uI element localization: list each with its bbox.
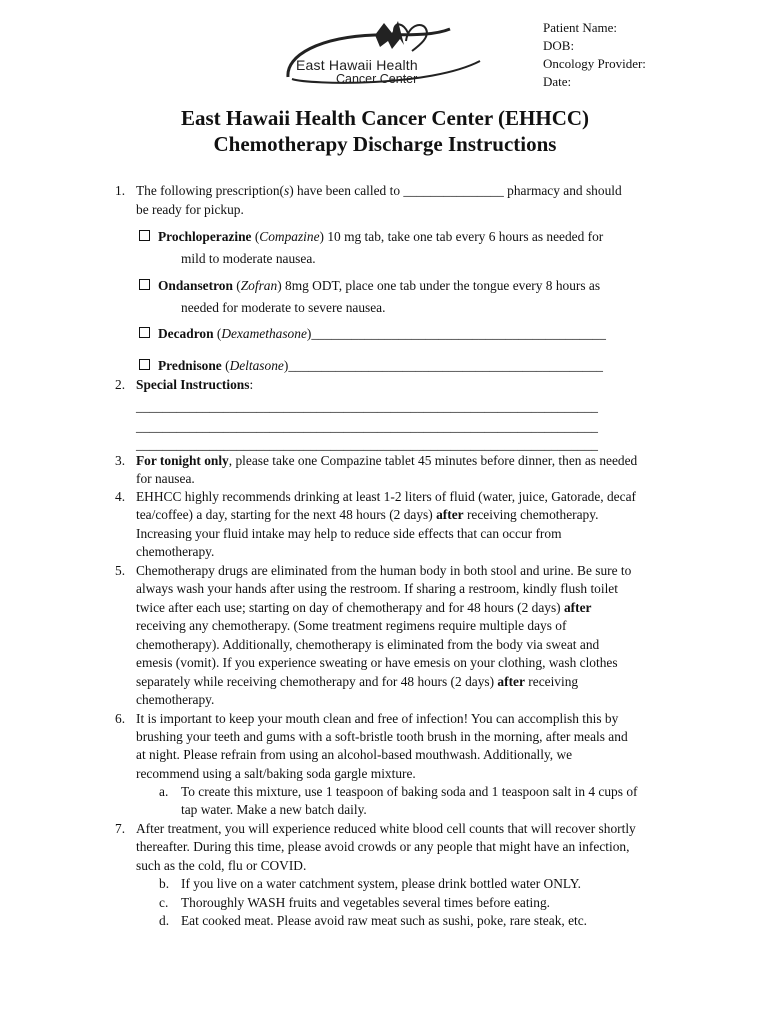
dob-label: DOB: — [543, 38, 575, 53]
item-5-number: 5. — [115, 563, 126, 578]
item-3-line1: For tonight only, please take one Compazine tablet 45 minutes before dinner, then as needed — [136, 453, 638, 468]
special-instructions-heading: Special Instructions: — [136, 377, 254, 392]
item-4-number: 4. — [115, 489, 126, 504]
special-instructions-blank-3[interactable]: _____________________________________________________________________ — [136, 437, 598, 452]
special-instructions-blank-1[interactable]: _____________________________________________________________________ — [136, 399, 598, 414]
item-6-number: 6. — [115, 711, 126, 726]
item-5-line8: chemotherapy. — [136, 692, 215, 707]
item-6-line3: at night. Please refrain from using an alcohol-based mouthwash. Additionally, we — [136, 747, 573, 762]
patient-info — [543, 19, 646, 91]
item-1-line2: be ready for pickup. — [136, 202, 244, 217]
item-6-line1: It is important to keep your mouth clean and free of infection! You can accomplish this by — [136, 711, 619, 726]
item-5-line4: receiving any chemotherapy. (Some treatment regimens require multiple days of — [136, 618, 567, 633]
decadron-checkbox[interactable] — [139, 327, 150, 338]
item-7-number: 7. — [115, 821, 126, 836]
item-4-line2: tea/coffee) a day, starting for the next 48 hours (2 days) after receiving chemotherapy. — [136, 507, 599, 522]
item-4-line1: EHHCC highly recommends drinking at least 1-2 liters of fluid (water, juice, Gatorade, decaf — [136, 489, 636, 504]
oncology-provider-label: Oncology Provider: — [543, 56, 646, 71]
item-5-line3: twice after each use; starting on day of chemotherapy and for 48 hours (2 days) after — [136, 600, 592, 615]
med-prednisone: Prednisone (Deltasone)_______________________________________________ — [139, 357, 603, 376]
item-5-line2: always wash your hands after using the restroom. If sharing a restroom, kindly flush toilet — [136, 581, 618, 596]
patient-name-label: Patient Name: — [543, 20, 618, 35]
date-label: Date: — [543, 74, 572, 89]
med-ondansetron-line2: needed for moderate to severe nausea. — [181, 300, 386, 315]
item-5-line7: separately while receiving chemotherapy and for 48 hours (2 days) after receiving — [136, 674, 579, 689]
item-6a-line2: tap water. Make a new batch daily. — [181, 802, 367, 817]
item-4-line3: Increasing your fluid intake may help to reduce side effects that can occur from — [136, 526, 562, 541]
item-7d-line: Eat cooked meat. Please avoid raw meat such as sushi, poke, rare steak, etc. — [181, 913, 588, 928]
item-3-line2: for nausea. — [136, 471, 195, 486]
item-7-line2: thereafter. During this time, please avoid crowds or any people that might have an infection, — [136, 839, 630, 854]
item-6a-marker: a. — [159, 784, 169, 799]
prednisone-checkbox[interactable] — [139, 359, 150, 370]
prochlorperazine-checkbox[interactable] — [139, 230, 150, 241]
ondansetron-checkbox[interactable] — [139, 279, 150, 290]
item-5-line1: Chemotherapy drugs are eliminated from the human body in both stool and urine. Be sure to — [136, 563, 632, 578]
item-6-line4: recommend using a salt/baking soda gargle mixture. — [136, 766, 416, 781]
item-5-line6: emesis (vomit). If you experience sweating or have emesis on your clothing, wash clothes — [136, 655, 618, 670]
item-4-line4: chemotherapy. — [136, 544, 215, 559]
page-title-line1: East Hawaii Health Cancer Center (EHHCC) — [180, 106, 590, 130]
item-7b-line: If you live on a water catchment system, please drink bottled water ONLY. — [181, 876, 582, 891]
med-prochlorperazine-line2: mild to moderate nausea. — [181, 251, 316, 266]
item-3-number: 3. — [115, 453, 126, 468]
item-5-line5: chemotherapy). Additionally, chemotherapy is eliminated from the body via sweat and — [136, 637, 600, 652]
page-title-line2: Chemotherapy Discharge Instructions — [213, 132, 557, 156]
special-instructions-blank-2[interactable]: _____________________________________________________________________ — [136, 419, 598, 434]
item-7c-marker: c. — [159, 895, 169, 910]
item-1-line1: The following prescription(s) have been called to _______________ pharmacy and should — [136, 183, 622, 198]
item-7d-marker: d. — [159, 913, 170, 928]
item-7-line3: such as the cold, flu or COVID. — [136, 858, 307, 873]
med-ondansetron: Ondansetron (Zofran) 8mg ODT, place one tab under the tongue every 8 hours as — [139, 277, 600, 296]
item-6-line2: brushing your teeth and gums with a soft-bristle tooth brush in the morning, after meals and — [136, 729, 628, 744]
item-7-line1: After treatment, you will experience reduced white blood cell counts that will recover shortly — [136, 821, 636, 836]
med-prochlorperazine: Prochloperazine (Compazine) 10 mg tab, take one tab every 6 hours as needed for — [139, 228, 603, 247]
logo-text-line2: Cancer Center — [336, 72, 418, 86]
med-decadron: Decadron (Dexamethasone)____________________________________________ — [139, 325, 606, 344]
logo-text-line1: East Hawaii Health — [296, 57, 418, 73]
item-2-number: 2. — [115, 377, 126, 392]
item-7c-line: Thoroughly WASH fruits and vegetables several times before eating. — [181, 895, 551, 910]
item-1-number: 1. — [115, 183, 126, 198]
item-6a-line1: To create this mixture, use 1 teaspoon of baking soda and 1 teaspoon salt in 4 cups of — [181, 784, 638, 799]
item-7b-marker: b. — [159, 876, 170, 891]
